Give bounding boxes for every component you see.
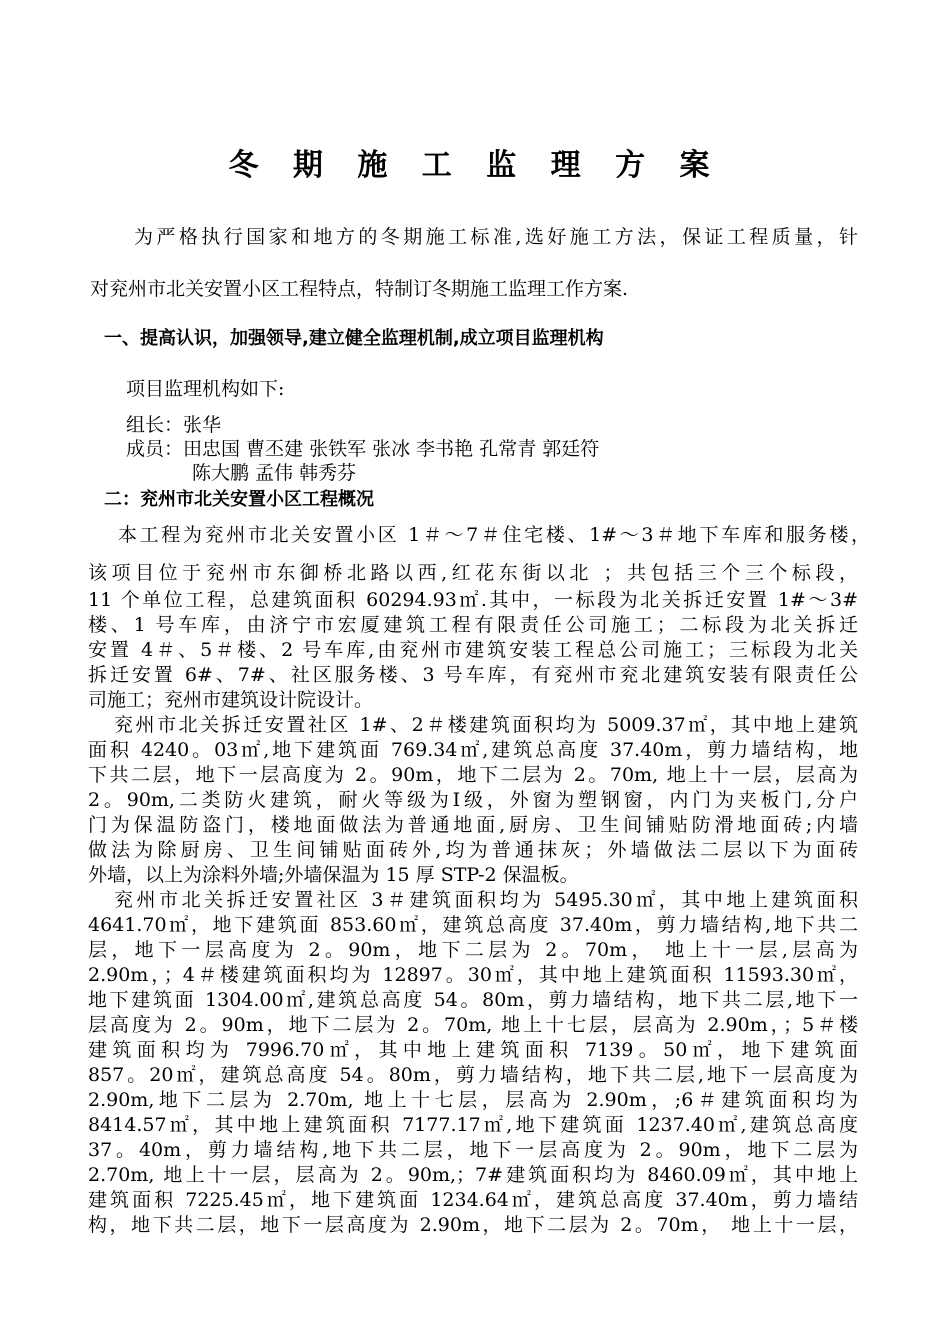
paragraph-line: 下共二层，地下一层高度为 2。90m，地下二层为 2。70m, 地上十一层，层高为 bbox=[88, 764, 858, 786]
paragraph-line: 11 个单位工程，总建筑面积 60294.93㎡.其中，一标段为北关拆迁安置 1#～3# bbox=[88, 589, 858, 611]
paragraph-line: 兖州市北关拆迁安置社区 3＃建筑面积均为 5495.30㎡，其中地上建筑面积 bbox=[114, 889, 858, 911]
paragraph-line: 司施工；兖州市建筑设计院设计。 bbox=[88, 689, 374, 711]
paragraph-line: 2。90m,二类防火建筑，耐火等级为Ⅰ级，外窗为塑钢窗，内门为夹板门,分户 bbox=[88, 789, 858, 811]
paragraph-line: 层高度为 2。90m，地下二层为 2。70m, 地上十七层，层高为 2.90m，；5＃楼 bbox=[88, 1014, 858, 1036]
paragraph-line: 2.70m, 地上十一层，层高为 2。90m,；7#建筑面积均为 8460.09㎡，其中地上 bbox=[88, 1164, 858, 1186]
paragraph-line: 地下建筑面 1304.00㎡,建筑总高度 54。80m，剪力墙结构，地下共二层,地下一 bbox=[88, 989, 858, 1011]
members-line: 陈大鹏 孟伟 韩秀芬 bbox=[192, 462, 357, 484]
intro-line: 对兖州市北关安置小区工程特点，特制订冬期施工监理工作方案. bbox=[90, 278, 629, 300]
paragraph-line: 外墙，以上为涂料外墙;外墙保温为 15 厚 STP-2 保温板。 bbox=[88, 864, 579, 886]
paragraph-line: 2.90m，；4＃楼建筑面积均为 12897。30㎡，其中地上建筑面积 11593.30㎡， bbox=[88, 964, 858, 986]
intro-line: 为严格执行国家和地方的冬期施工标准,选好施工方法，保证工程质量，针 bbox=[134, 226, 858, 248]
paragraph-line: 4641.70㎡，地下建筑面 853.60㎡，建筑总高度 37.40m，剪力墙结构,地下共二 bbox=[88, 914, 858, 936]
paragraph-line: 建筑面积 7225.45㎡，地下建筑面 1234.64㎡，建筑总高度 37.40m，剪力墙结 bbox=[88, 1189, 858, 1211]
paragraph-line: 楼、1 号车库，由济宁市宏厦建筑工程有限责任公司施工；二标段为北关拆迁 bbox=[88, 614, 858, 636]
paragraph-line: 层，地下一层高度为 2。90m，地下二层为 2。70m， 地上十一层,层高为 bbox=[88, 939, 858, 961]
paragraph-line: 兖州市北关拆迁安置社区 1#、2＃楼建筑面积均为 5009.37㎡，其中地上建筑 bbox=[114, 714, 858, 736]
paragraph-line: 面积 4240。03㎡,地下建筑面 769.34㎡,建筑总高度 37.40m，剪力墙结构，地 bbox=[88, 739, 858, 761]
paragraph-line: 门为保温防盗门，楼地面做法为普通地面,厨房、卫生间铺贴防滑地面砖;内墙 bbox=[88, 814, 858, 836]
paragraph-line: 8414.57㎡，其中地上建筑面积 7177.17㎡,地下建筑面 1237.40㎡,建筑总高度 bbox=[88, 1114, 858, 1136]
paragraph-line: 2.90m,地下二层为 2.70m, 地上十七层，层高为 2.90m，;6＃建筑面积均为 bbox=[88, 1089, 858, 1111]
paragraph-line: 857。20㎡，建筑总高度 54。80m，剪力墙结构，地下共二层,地下一层高度为 bbox=[88, 1064, 858, 1086]
paragraph-line: 本工程为兖州市北关安置小区 1＃～7＃住宅楼、1#～3＃地下车库和服务楼， bbox=[118, 524, 870, 546]
paragraph-line: 建筑面积均为 7996.70㎡，其中地上建筑面积 7139。50㎡，地下建筑面 bbox=[88, 1039, 858, 1061]
document-title: 冬 期 施 工 监 理 方 案 bbox=[228, 148, 722, 183]
org-intro: 项目监理机构如下: bbox=[126, 378, 285, 400]
paragraph-line: 37。40m，剪力墙结构,地下共二层，地下一层高度为 2。90m，地下二层为 bbox=[88, 1139, 858, 1161]
section-heading: 二：兖州市北关安置小区工程概况 bbox=[104, 489, 374, 510]
leader-line: 组长：张华 bbox=[126, 414, 222, 436]
paragraph-line: 安置 4＃、5＃楼、2 号车库,由兖州市建筑安装工程总公司施工；三标段为北关 bbox=[88, 639, 858, 661]
paragraph-line: 构，地下共二层，地下一层高度为 2.90m，地下二层为 2。70m， 地上十一层， bbox=[88, 1214, 858, 1236]
members-line: 成员：田忠国 曹丕建 张铁军 张冰 李书艳 孔常青 郭廷符 bbox=[126, 438, 600, 460]
paragraph-line: 拆迁安置 6#、7#、社区服务楼、3 号车库，有兖州市兖北建筑安装有限责任公 bbox=[88, 664, 858, 686]
paragraph-line: 做法为除厨房、卫生间铺贴面砖外,均为普通抹灰；外墙做法二层以下为面砖 bbox=[88, 839, 858, 861]
paragraph-line: 该项目位于兖州市东御桥北路以西,红花东街以北 ；共包括三个三个标段， bbox=[88, 562, 858, 584]
section-heading: 一、提高认识，加强领导,建立健全监理机制,成立项目监理机构 bbox=[104, 328, 604, 349]
